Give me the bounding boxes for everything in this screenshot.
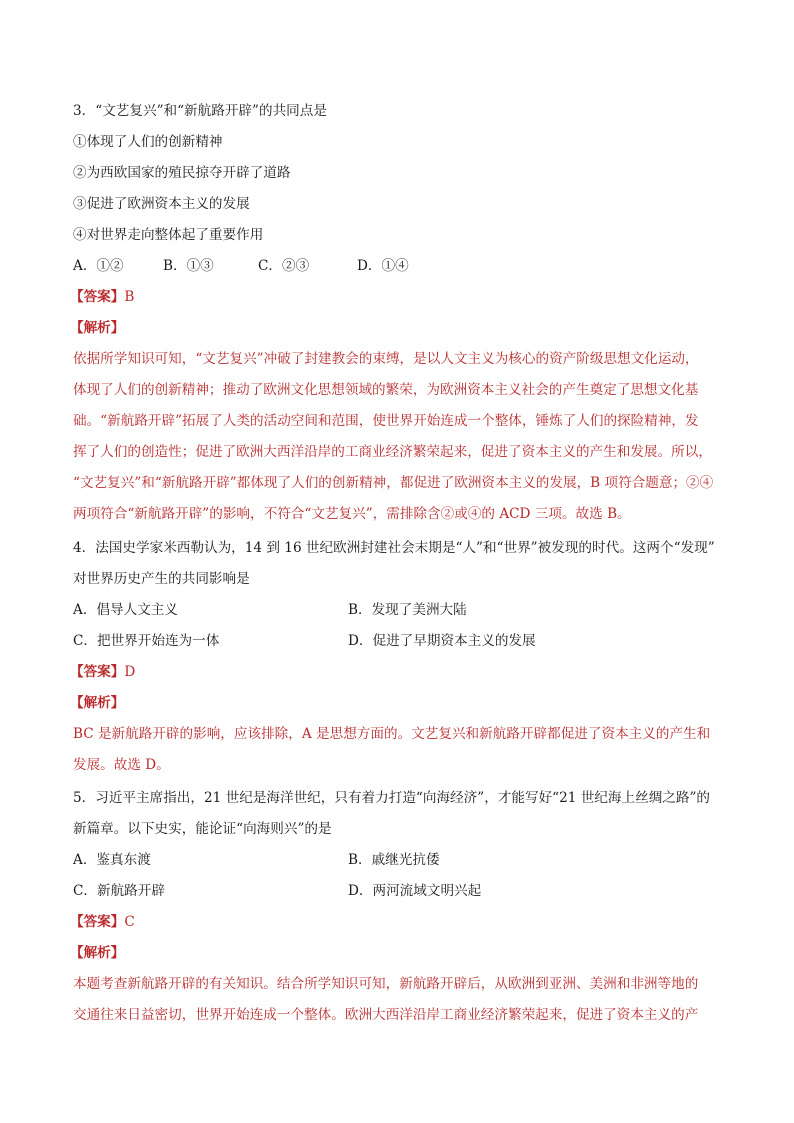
q3-analysis-line: 两项符合“新航路开辟”的影响，不符合“文艺复兴”，需排除含②或④的 ACD 三项。故选 B。 — [73, 506, 631, 522]
q4-option-d: D．促进了早期资本主义的发展 — [348, 633, 536, 649]
q4-analysis-header — [70, 694, 124, 712]
q3-analysis-tag: 【解析】 — [70, 320, 125, 336]
q4-analysis-line: BC 是新航路开辟的影响，应该排除，A 是思想方面的。文艺复兴和新航路开辟都促进了资本主义的产生和 — [73, 726, 711, 742]
q4-option-b: B．发现了美洲大陆 — [348, 602, 467, 618]
q4-answer — [70, 663, 135, 681]
q5-stem-line: 新篇章。以下史实，能论证“向海则兴”的是 — [73, 821, 332, 837]
q5-option-a: A．鉴真东渡 — [73, 852, 151, 868]
q4-answer-tag: 【答案】 — [70, 664, 125, 680]
q3-analysis-header — [70, 319, 124, 337]
q5-analysis-header — [70, 944, 124, 962]
q3-analysis-line: “文艺复兴”和“新航路开辟”都体现了人们的创新精神，都促进了欧洲资本主义的发展，B 项符合题意；②④ — [73, 475, 714, 491]
q5-answer-value: C — [124, 914, 135, 930]
q3-analysis-line: 依据所学知识可知，“文艺复兴”冲破了封建教会的束缚，是以人文主义为核心的资产阶级思想文化运动， — [73, 351, 699, 367]
q5-option-d: D．两河流域文明兴起 — [348, 883, 482, 899]
q3-option-a: A．①② — [73, 258, 124, 274]
q5-option-c: C．新航路开辟 — [73, 883, 165, 899]
q4-analysis-tag: 【解析】 — [70, 695, 125, 711]
q4-option-c: C．把世界开始连为一体 — [73, 633, 220, 649]
q5-analysis-line: 交通往来日益密切，世界开始连成一个整体。欧洲大西洋沿岸工商业经济繁荣起来，促进了资本主义的产 — [73, 1007, 699, 1023]
q3-stem: 3．“文艺复兴”和“新航路开辟”的共同点是 — [73, 103, 327, 119]
q3-item-3: ③促进了欧洲资本主义的发展 — [73, 196, 250, 212]
q4-stem-line: 4．法国史学家米西勒认为，14 到 16 世纪欧洲封建社会末期是“人”和“世界”被发现的时代。这两个“发现” — [73, 540, 715, 556]
q3-analysis-line: 挥了人们的创造性；促进了欧洲大西洋沿岸的工商业经济繁荣起来，促进了资本主义的产生和发展。所以， — [73, 444, 712, 460]
q4-option-a: A．倡导人文主义 — [73, 602, 178, 618]
q5-option-b: B．戚继光抗倭 — [348, 852, 440, 868]
q5-analysis-line: 本题考查新航路开辟的有关知识。结合所学知识可知，新航路开辟后，从欧洲到亚洲、美洲和非洲等地的 — [73, 976, 699, 992]
q5-answer-tag: 【答案】 — [70, 914, 125, 930]
q3-item-2: ②为西欧国家的殖民掠夺开辟了道路 — [73, 165, 291, 181]
q5-analysis-tag: 【解析】 — [70, 945, 125, 961]
q4-stem-line: 对世界历史产生的共同影响是 — [73, 571, 250, 587]
q3-option-c: C．②③ — [258, 258, 310, 274]
q3-analysis-line: 体现了人们的创新精神；推动了欧洲文化思想领域的繁荣，为欧洲资本主义社会的产生奠定了思想文化基 — [73, 382, 699, 398]
q3-option-d: D．①④ — [357, 258, 409, 274]
q3-analysis-line: 础。“新航路开辟”拓展了人类的活动空间和范围，使世界开始连成一个整体，锤炼了人们的探险精神，发 — [73, 413, 699, 429]
q3-option-b: B．①③ — [163, 258, 214, 274]
q3-answer-value: B — [124, 289, 135, 305]
q4-answer-value: D — [124, 664, 136, 680]
q4-analysis-line: 发展。故选 D。 — [73, 757, 170, 773]
q3-item-1: ①体现了人们的创新精神 — [73, 134, 223, 150]
q5-stem-line: 5．习近平主席指出，21 世纪是海洋世纪，只有着力打造“向海经济”，才能写好“21 世纪海上丝绸之路”的 — [73, 790, 711, 806]
q3-answer — [70, 288, 134, 306]
q3-answer-tag: 【答案】 — [70, 289, 125, 305]
q3-item-4: ④对世界走向整体起了重要作用 — [73, 227, 264, 243]
q5-answer — [70, 913, 135, 931]
